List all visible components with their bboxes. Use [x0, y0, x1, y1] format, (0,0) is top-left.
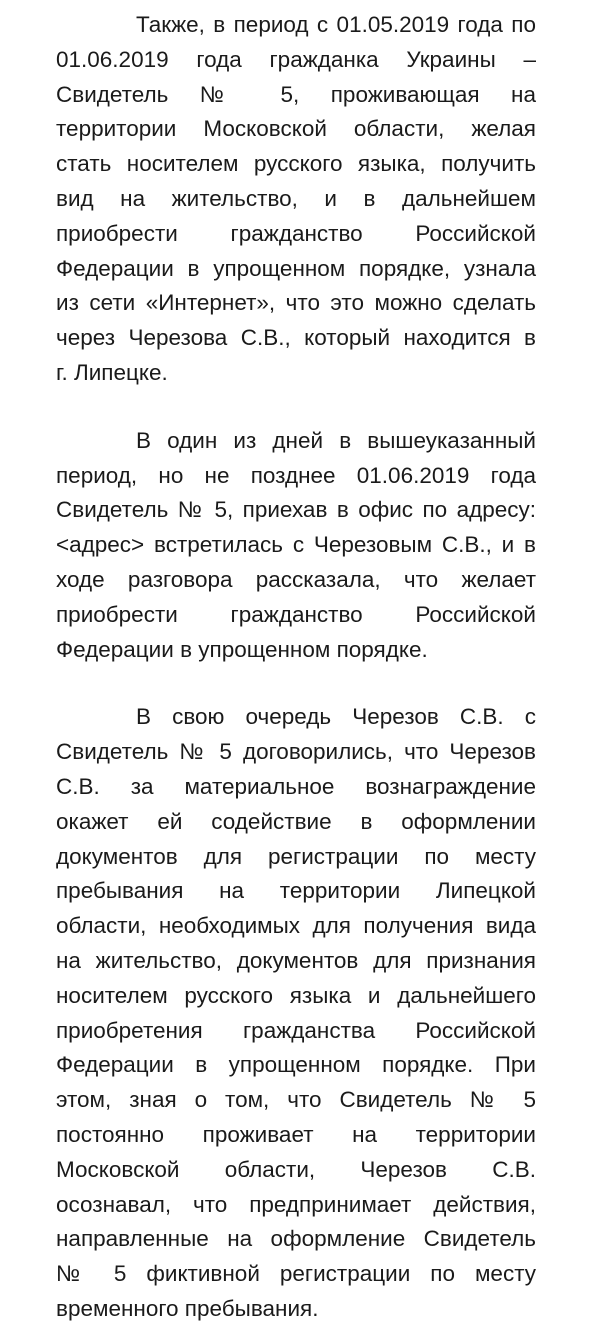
- text-line: направленные на оформление Свидетель: [56, 1226, 536, 1252]
- text-line: С.В. за материальное вознаграждение: [56, 773, 536, 799]
- document-body: [56, 8, 536, 1327]
- text-line: Также, в период с 01.05.2019 года по: [136, 12, 536, 37]
- text-line: Свидетель № 5 договорились, что Черезов: [56, 739, 536, 765]
- text-line: № 5 фиктивной регистрации по месту: [56, 1261, 536, 1287]
- paragraph-3: [56, 700, 536, 1326]
- text-line: области, необходимых для получения вида: [56, 913, 536, 939]
- text-line: на жительство, документов для признания: [56, 947, 536, 973]
- text-line: ходе разговора рассказала, что желает: [56, 566, 536, 592]
- text-line: 01.06.2019 года гражданка Украины –: [56, 46, 536, 72]
- text-line: вид на жительство, и в дальнейшем: [56, 185, 536, 211]
- text-line: стать носителем русского языка, получить: [56, 151, 536, 177]
- text-line: носителем русского языка и дальнейшего: [56, 982, 536, 1008]
- text-line: территории Московской области, желая: [56, 116, 536, 142]
- text-line: постоянно проживает на территории: [56, 1121, 536, 1147]
- text-line: временного пребывания.: [56, 1295, 319, 1321]
- text-line: приобретения гражданства Российской: [56, 1017, 536, 1043]
- text-line: окажет ей содействие в оформлении: [56, 808, 536, 834]
- text-line: период, но не позднее 01.06.2019 года: [56, 462, 536, 488]
- text-line: Московской области, Черезов С.В.: [56, 1156, 536, 1182]
- text-line: В один из дней в вышеуказанный: [136, 427, 536, 453]
- text-line: пребывания на территории Липецкой: [56, 878, 536, 904]
- text-line: г. Липецке.: [56, 359, 168, 385]
- text-line: Федерации в упрощенном порядке.: [56, 636, 428, 662]
- text-line: через Черезова С.В., который находится в: [56, 325, 536, 351]
- text-line: Федерации в упрощенном порядке, узнала: [56, 255, 536, 281]
- text-line: осознавал, что предпринимает действия,: [56, 1191, 536, 1217]
- text-line: Свидетель № 5, приехав в офис по адресу:: [56, 497, 536, 523]
- text-line: этом, зная о том, что Свидетель № 5: [56, 1087, 536, 1113]
- text-line: Свидетель № 5, проживающая на: [56, 81, 536, 107]
- paragraph-1: [56, 8, 536, 391]
- text-line: Федерации в упрощенном порядке. При: [56, 1052, 536, 1078]
- paragraph-2: [56, 424, 536, 668]
- text-line: В свою очередь Черезов С.В. с: [136, 704, 536, 730]
- text-line: приобрести гражданство Российской: [56, 601, 536, 627]
- text-line: <адрес> встретилась с Черезовым С.В., и в: [56, 532, 536, 558]
- text-line: приобрести гражданство Российской: [56, 220, 536, 246]
- text-line: из сети «Интернет», что это можно сделать: [56, 290, 536, 316]
- text-line: документов для регистрации по месту: [56, 843, 536, 869]
